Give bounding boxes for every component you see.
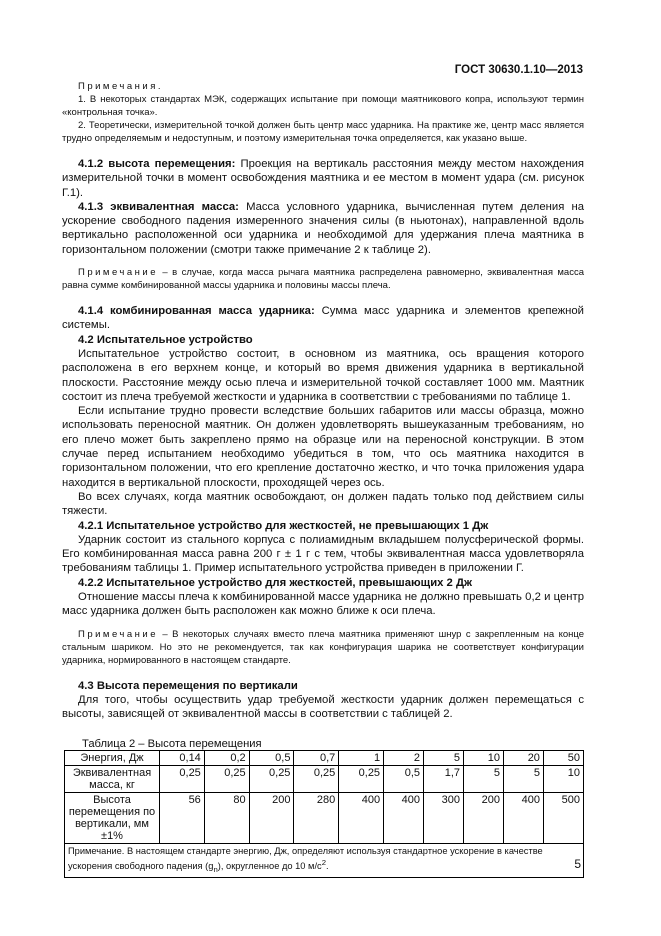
cell-energy-1: 0,2 [204, 750, 249, 765]
cell-energy-6: 5 [424, 750, 464, 765]
page-number: 5 [574, 857, 581, 871]
row-label-energy: Энергия, Дж [65, 750, 160, 765]
cell-height-8: 400 [503, 792, 543, 843]
cell-height-3: 280 [294, 792, 339, 843]
cell-height-9: 500 [543, 792, 583, 843]
section-4-2-title: 4.2 Испытательное устройство [78, 333, 253, 346]
cell-mass-5: 0,5 [384, 765, 424, 792]
cell-mass-7: 5 [464, 765, 504, 792]
cell-energy-3: 0,7 [294, 750, 339, 765]
cell-mass-6: 1,7 [424, 765, 464, 792]
cell-height-5: 400 [384, 792, 424, 843]
table-note: Примечание. В настоящем стандарте энергию, Дж, определяют используя стандартное ускорение в качестве ускорения свободного падения $(g_n)$, округленное до 10 $м/с^2$. [65, 843, 584, 878]
table-row-note [65, 843, 584, 878]
note-item-2: 2. Теоретически, измерительной точкой должен быть центр масс ударника. На практике же, центр масс является трудно определяемым и недоступным, и поэтому измерительная точка определяется, как указано выше. [62, 120, 584, 144]
row-label-height: Высота перемещения по вертикали, мм ±1% [65, 792, 160, 843]
term-4-1-4: 4.1.4 комбинированная масса ударника: [78, 305, 315, 318]
cell-height-4: 400 [339, 792, 384, 843]
section-4-2-1-title: 4.2.1 Испытательное устройство для жесткостей, не превышающих 1 Дж [78, 519, 489, 532]
cell-mass-9: 10 [543, 765, 583, 792]
table-caption: Таблица 2 – Высота перемещения [82, 737, 262, 750]
cell-mass-8: 5 [503, 765, 543, 792]
section-4-2-2-text: Отношение массы плеча к комбинированной массе ударника не должно превышать 0,2 и центр масс ударника должен быть расположен как можно ближе к оси плеча. [62, 591, 584, 618]
page-content [62, 80, 584, 878]
cell-height-7: 200 [464, 792, 504, 843]
cell-energy-0: 0,14 [160, 750, 205, 765]
cell-energy-5: 2 [384, 750, 424, 765]
term-4-1-3: 4.1.3 эквивалентная масса: [78, 200, 239, 213]
section-4-2-2-title: 4.2.2 Испытательное устройство для жесткостей, превышающих 2 Дж [78, 576, 473, 589]
section-4-2-p3: Во всех случаях, когда маятник освобождают, он должен падать только под действием силы тяжести. [62, 490, 584, 518]
document-header: ГОСТ 30630.1.10—2013 [454, 64, 583, 76]
section-4-2-p1: Испытательное устройство состоит, в основном из маятника, ось вращения которого расположена в его верхнем конце, и который во время движения ударника в вертикальной плоскости. Расстояние между осью плеча и измерительной точкой составляет 1000 мм. Маятник состоит из плеча требуемой жесткости и ударника в соответствии с требованиями по таблице 1. [62, 347, 584, 403]
cell-height-6: 300 [424, 792, 464, 843]
section-4-2-p2: Если испытание трудно провести вследствие больших габаритов или массы образца, можно использовать переносной маятник. Он должен удовлетворять вышеуказанным требованиям, но его плечо может быть закреплено прямо на образце или на переносной конструкции. В этом случае перед испытанием необходимо убедиться в том, что ось маятника находится в горизонтальном положении, что его крепление достаточно жестко, и что точка приложения удара находится в вертикальной плоскости, проходящей через ось. [62, 405, 584, 489]
notes-title: Примечания. [78, 81, 163, 92]
cell-height-1: 80 [204, 792, 249, 843]
cell-mass-2: 0,25 [249, 765, 294, 792]
section-4-1-3: 4.1.3 эквивалентная масса: Масса условного ударника, вычисленная путем деления на ускорение свободного падения измеренного значения силы (в ньютонах), направленной вдоль вертикально расположенной оси ударника и необходимой для удержания плеча маятника в горизонтальном положении (смотри также примечание 2 к таблице 2). [62, 200, 584, 256]
section-4-1-4: 4.1.4 комбинированная масса ударника: Сумма масс ударника и элементов крепежной системы. [62, 305, 584, 332]
note-4-1-3: Примечание – в случае, когда масса рычага маятника распределена равномерно, эквивалентная масса равна сумме комбинированной массы ударника и половины массы плеча. [62, 267, 584, 292]
height-table [64, 750, 584, 879]
cell-energy-9: 50 [543, 750, 583, 765]
cell-energy-2: 0,5 [249, 750, 294, 765]
note-4-2-2: Примечание – В некоторых случаях вместо плеча маятника применяют шнур с закрепленным на конце стальным шариком. Но это не рекомендуется, так как конфигурация шарика не соответствует конфигурации ударника, нормированного в настоящем стандарте. [62, 628, 584, 666]
cell-mass-4: 0,25 [339, 765, 384, 792]
cell-energy-7: 10 [464, 750, 504, 765]
cell-mass-3: 0,25 [294, 765, 339, 792]
table-row-height [65, 792, 584, 843]
note-item-1: 1. В некоторых стандартах МЭК, содержащих испытание при помощи маятникового копра, используют термин «контрольная точка». [62, 94, 584, 118]
term-4-1-2: 4.1.2 высота перемещения: [78, 158, 236, 170]
cell-height-0: 56 [160, 792, 205, 843]
cell-height-2: 200 [249, 792, 294, 843]
cell-energy-8: 20 [503, 750, 543, 765]
section-4-1-2: 4.1.2 высота перемещения: Проекция на вертикаль расстояния между местом нахождения измерительной точки в момент освобождения маятника и ее местом в момент удара (см. рисунок Г.1). [62, 158, 584, 199]
table-row-mass [65, 765, 584, 792]
section-4-3-title: 4.3 Высота перемещения по вертикали [78, 679, 298, 692]
row-label-mass: Эквивалентная масса, кг [65, 765, 160, 792]
cell-mass-1: 0,25 [204, 765, 249, 792]
section-4-2-1-text: Ударник состоит из стального корпуса с полиамидным вкладышем полусферической формы. Его комбинированная масса равна 200 г ± 1 г с тем, чтобы эквивалентная масса удовлетворяла требованиям таблицы 1. Пример испытательного устройства приведен в приложении Г. [62, 533, 584, 575]
table-row-energy [65, 750, 584, 765]
cell-energy-4: 1 [339, 750, 384, 765]
table-body [65, 750, 584, 878]
cell-mass-0: 0,25 [160, 765, 205, 792]
section-4-3-text: Для того, чтобы осуществить удар требуемой жесткости ударник должен перемещаться с высоты, зависящей от эквивалентной массы в соответствии с таблицей 2. [62, 693, 584, 721]
